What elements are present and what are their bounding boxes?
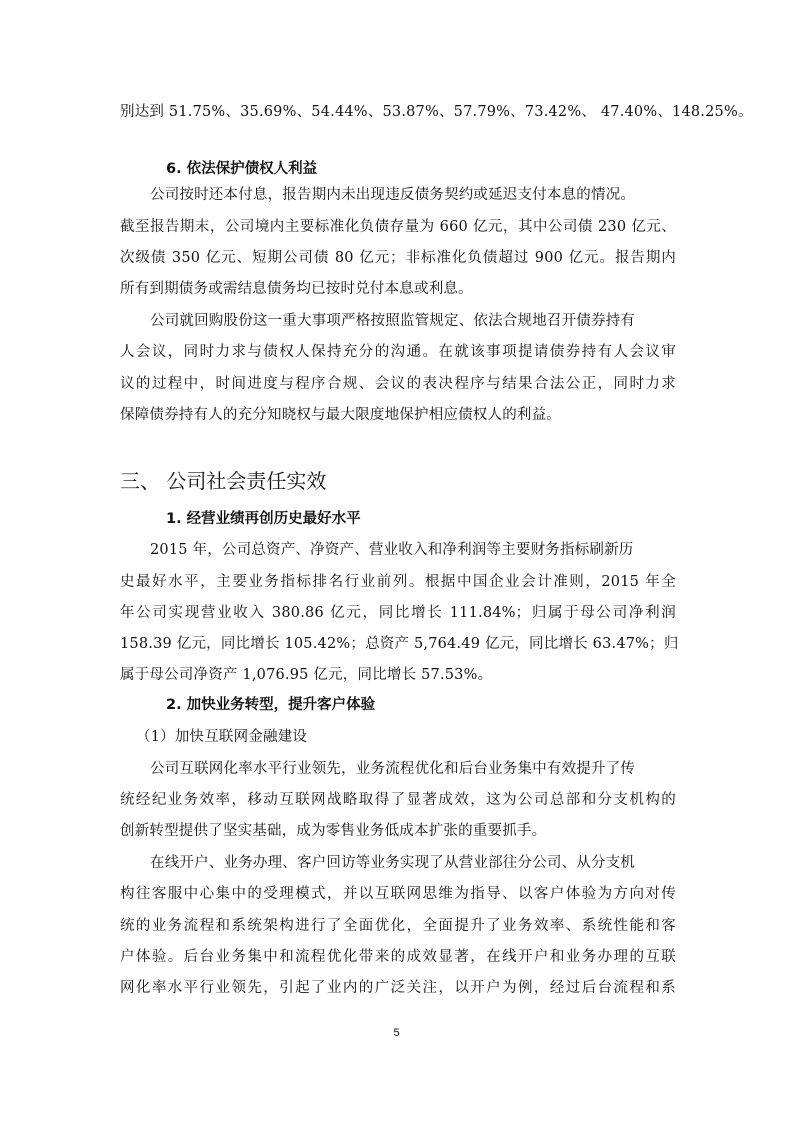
body-text-line: 公司就回购股份这一重大事项严格按照监管规定、依法合规地召开债券持有 bbox=[150, 313, 636, 329]
body-text-line: 议的过程中，时间进度与程序合规、会议的表决程序与结果合法公正，同时力求 bbox=[120, 376, 676, 392]
body-text-line: 统的业务流程和系统架构进行了全面优化，全面提升了业务效率、系统性能和客 bbox=[120, 918, 676, 934]
subsection-heading-protect-creditors: 6. 依法保护债权人利益 bbox=[166, 161, 318, 177]
body-text-line: 创新转型提供了坚实基础，成为零售业务低成本扩张的重要抓手。 bbox=[120, 823, 547, 839]
body-text-line: 在线开户、业务办理、客户回访等业务实现了从营业部往分公司、从分支机 bbox=[150, 855, 636, 871]
body-text-line: 史最好水平，主要业务指标排名行业前列。根据中国企业会计准则，2015 年全 bbox=[120, 574, 676, 590]
body-text-line: 统经纪业务效率，移动互联网战略取得了显著成效，这为公司总部和分支机构的 bbox=[120, 792, 676, 808]
body-text-line: 户体验。后台业务集中和流程优化带来的成效显著，在线开户和业务办理的互联 bbox=[120, 949, 676, 965]
body-text-line: 所有到期债务或需结息债务均已按时兑付本息或利息。 bbox=[120, 281, 473, 297]
body-text-line: 构往客服中心集中的受理模式，并以互联网思维为指导、以客户体验为方向对传 bbox=[120, 886, 676, 902]
body-text-line: 网化率水平行业领先，引起了业内的广泛关注，以开户为例，经过后台流程和系 bbox=[120, 980, 676, 996]
list-item-heading: （1）加快互联网金融建设 bbox=[136, 729, 308, 745]
body-text-line: 属于母公司净资产 1,076.95 亿元，同比增长 57.53%。 bbox=[120, 667, 493, 683]
body-text-line: 截至报告期末，公司境内主要标准化负债存量为 660 亿元，其中公司债 230 亿元、 bbox=[120, 219, 676, 235]
body-text-line: 公司互联网化率水平行业领先，业务流程优化和后台业务集中有效提升了传 bbox=[150, 761, 636, 777]
body-text-line: 别达到 51.75%、35.69%、54.44%、53.87%、57.79%、73.42%、 47.40%、148.25%。 bbox=[120, 104, 753, 120]
body-text-line: 人会议，同时力求与债权人保持充分的沟通。在就该事项提请债券持有人会议审 bbox=[120, 344, 676, 360]
body-text-line: 158.39 亿元，同比增长 105.42%；总资产 5,764.49 亿元，同比增长 63.47%；归 bbox=[120, 636, 679, 652]
page-number: 5 bbox=[393, 1027, 400, 1039]
subsection-heading-performance: 1. 经营业绩再创历史最好水平 bbox=[166, 511, 361, 527]
body-text-line: 2015 年，公司总资产、净资产、营业收入和净利润等主要财务指标刷新历 bbox=[150, 542, 634, 558]
body-text-line: 年公司实现营业收入 380.86 亿元，同比增长 111.84%；归属于母公司净利润 bbox=[120, 605, 676, 621]
section-heading-social-responsibility: 三、 公司社会责任实效 bbox=[120, 469, 327, 493]
body-text-line: 公司按时还本付息，报告期内未出现违反债务契约或延迟支付本息的情况。 bbox=[150, 187, 636, 203]
body-text-line: 保障债券持有人的充分知晓权与最大限度地保护相应债权人的利益。 bbox=[120, 407, 561, 423]
body-text-line: 次级债 350 亿元、短期公司债 80 亿元；非标准化负债超过 900 亿元。报告期内 bbox=[120, 250, 676, 266]
subsection-heading-business-transformation: 2. 加快业务转型，提升客户体验 bbox=[166, 697, 376, 713]
